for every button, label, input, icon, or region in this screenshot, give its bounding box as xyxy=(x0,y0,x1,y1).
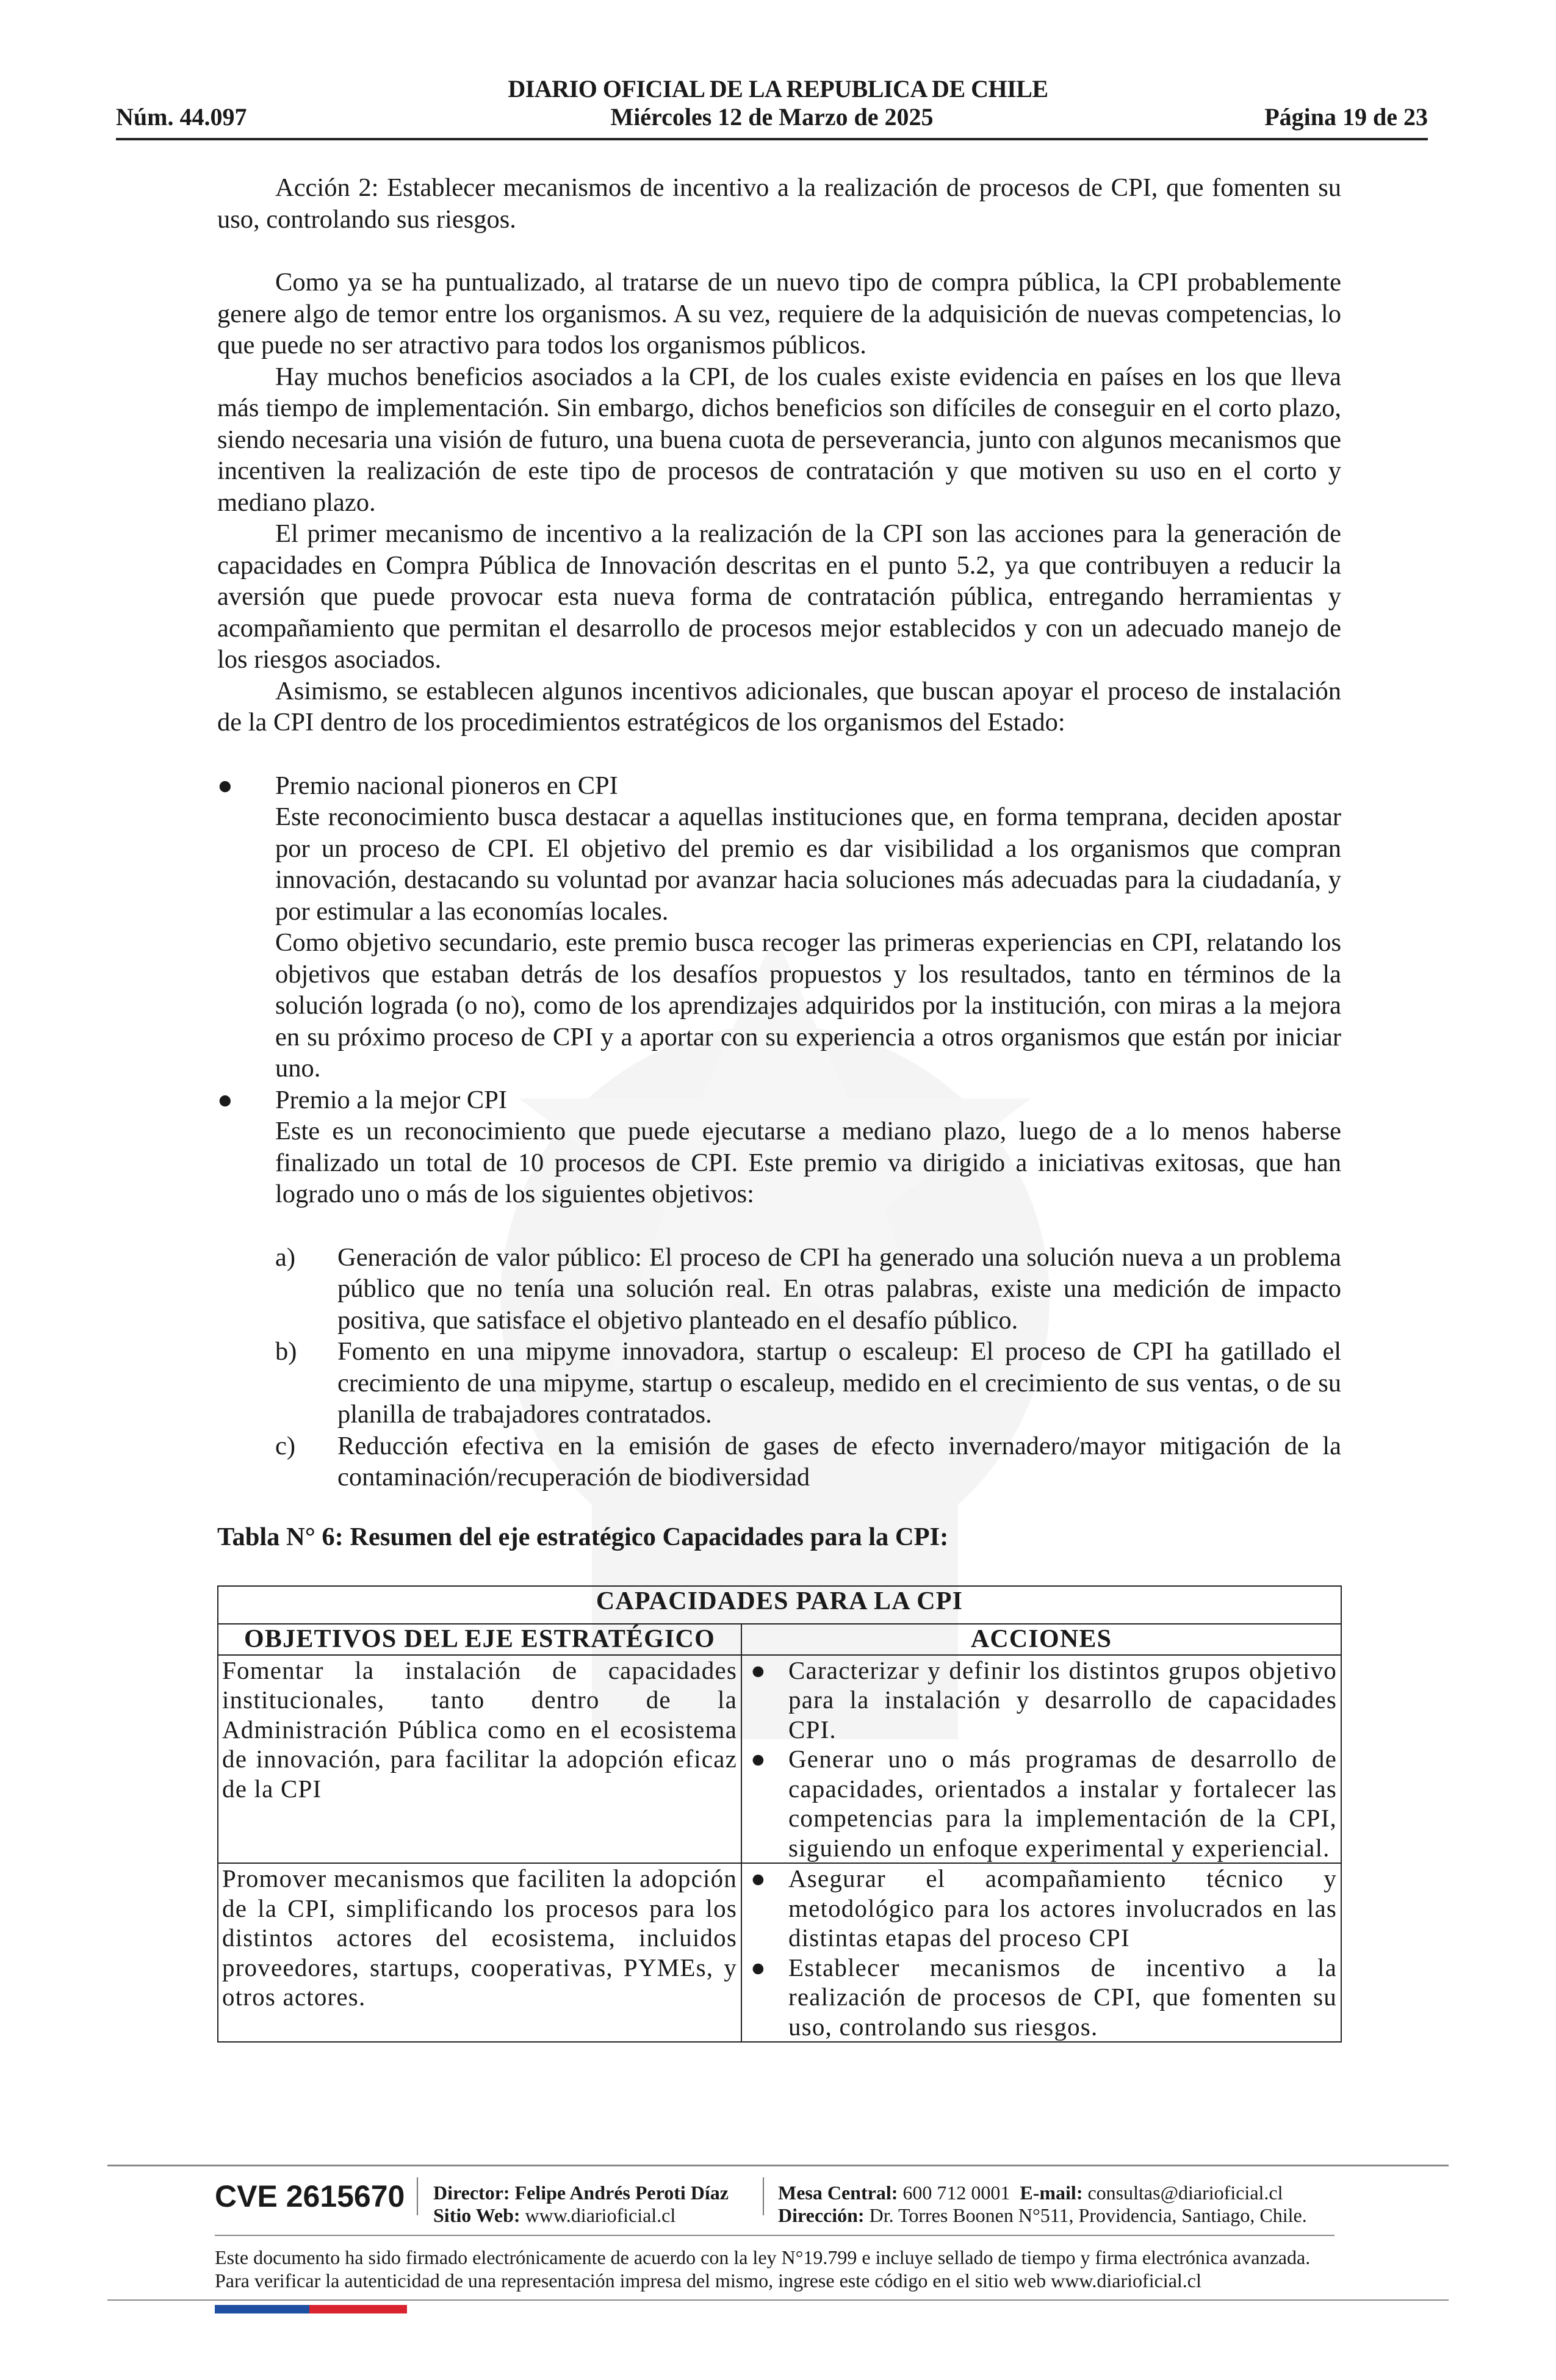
incentive-text: Como objetivo secundario, este premio busca recoger las primeras experiencias en CPI, relatando los objetivos que estaban detrás de los desafíos propuestos y los resultados, tanto en términos de la solución lograda (o no), como de los aprendizajes adquiridos por la institución, con miras a la mejora en su próximo proceso de CPI y a aportar con su experiencia a otros organismos que están por iniciar uno. xyxy=(275,928,1341,1083)
bullet-marker: ● xyxy=(751,1953,766,1982)
action-text: Asegurar el acompañamiento técnico y metodológico para los actores involucrados en las distintas etapas del proceso CPI xyxy=(788,1864,1337,1952)
address-label: Dirección: xyxy=(778,2204,865,2226)
objective-item xyxy=(217,1242,1341,1336)
objective-cell: Fomentar la instalación de capacidades institucionales, tanto dentro de la Administración Pública como en el ecosistema de innovación, para facilitar la adopción eficaz de la CPI xyxy=(218,1655,741,1864)
phone-number: 600 712 0001 xyxy=(902,2182,1010,2204)
body-paragraph: El primer mecanismo de incentivo a la realización de la CPI son las acciones para la generación de capacidades en Compra Pública de Innovación descritas en el punto 5.2, ya que contribuyen a reducir la aversión que puede provocar esta nueva forma de contratación pública, entregando herramientas y acompañamiento que permitan el desarrollo de procesos mejor establecidos y con un adecuado manejo de los riesgos asociados. xyxy=(217,519,1341,674)
objective-marker: c) xyxy=(275,1431,296,1460)
footer-divider xyxy=(107,2299,1449,2301)
bullet-marker: ● xyxy=(751,1656,766,1684)
legal-notice: Este documento ha sido firmado electrónicamente de acuerdo con la ley N°19.799 e incluye sellado de tiempo y firma electrónica avanzada. Para verificar la autenticidad de una representación impresa del mismo, ingrese este código en el sitio web www.diarioficial.cl xyxy=(215,2246,1311,2292)
footer-separator xyxy=(763,2177,764,2215)
incentive-title: Premio a la mejor CPI xyxy=(275,1085,508,1114)
body-paragraph: Hay muchos beneficios asociados a la CPI, de los cuales existe evidencia en países en los que lleva más tiempo de implementación. Sin embargo, dichos beneficios son difíciles de conseguir en el corto plazo, siendo necesaria una visión de futuro, una buena cuota de perseverancia, junto con algunos mecanismos que incentiven la realización de este tipo de procesos de contratación y que motiven su uso en el corto y mediano plazo. xyxy=(217,362,1341,517)
document-body xyxy=(217,172,1341,1552)
email-link[interactable]: consultas@diarioficial.cl xyxy=(1087,2182,1283,2204)
action-text: Generar uno o más programas de desarrollo de capacidades, orientados a instalar y fortalecer las competencias para la implementación de la CPI, siguiendo un enfoque experimental y experiencial. xyxy=(788,1745,1337,1862)
action-item xyxy=(746,1656,1337,1745)
objective-text: Generación de valor público: El proceso de CPI ha generado una solución nueva a un problema público que no tenía una solución real. En otras palabras, existe una medición de impacto positiva, que satisface el objetivo planteado en el desafío público. xyxy=(337,1242,1341,1335)
body-paragraph: Como ya se ha puntualizado, al tratarse de un nuevo tipo de compra pública, la CPI probablemente genere algo de temor entre los organismos. A su vez, requiere de la adquisición de nuevas competencias, lo que puede no ser atractivo para todos los organismos públicos. xyxy=(217,268,1341,359)
website-link[interactable]: www.diarioficial.cl xyxy=(525,2204,676,2226)
column-header-objectives: OBJETIVOS DEL EJE ESTRATÉGICO xyxy=(218,1624,741,1655)
footer-divider xyxy=(215,2235,1334,2236)
header-row xyxy=(116,103,1428,134)
footer-director-block xyxy=(433,2182,729,2227)
objective-marker: b) xyxy=(275,1337,297,1366)
action-text: Caracterizar y definir los distintos grupos objetivo para la instalación y desarrollo de capacidades CPI. xyxy=(788,1656,1337,1744)
action-text: Establecer mecanismos de incentivo a la realización de procesos de CPI, que fomenten su uso, controlando sus riesgos. xyxy=(788,1953,1337,2041)
footer-divider xyxy=(107,2165,1449,2166)
action-item xyxy=(746,1864,1337,1953)
bullet-marker: ● xyxy=(217,1085,233,1114)
body-paragraph: Asimismo, se establecen algunos incentivos adicionales, que buscan apoyar el proceso de instalación de la CPI dentro de los procedimientos estratégicos de los organismos del Estado: xyxy=(217,676,1341,737)
capacities-table xyxy=(217,1585,1342,2043)
column-header-actions: ACCIONES xyxy=(741,1624,1341,1655)
objective-text: Reducción efectiva en la emisión de gases de efecto invernadero/mayor mitigación de la contaminación/recuperación de biodiversidad xyxy=(337,1431,1341,1491)
phone-label: Mesa Central: xyxy=(778,2182,898,2204)
footer-separator xyxy=(417,2177,418,2215)
bullet-marker: ● xyxy=(217,771,233,800)
action-item xyxy=(746,1953,1337,2042)
actions-cell xyxy=(741,1863,1341,2042)
table-title: CAPACIDADES PARA LA CPI xyxy=(218,1586,1341,1624)
table-row xyxy=(218,1863,1341,2042)
email-label: E-mail: xyxy=(1020,2182,1083,2204)
action-intro: Acción 2: Establecer mecanismos de incentivo a la realización de procesos de CPI, que fomenten su uso, controlando sus riesgos. xyxy=(217,173,1341,234)
header-divider xyxy=(116,138,1428,140)
actions-cell xyxy=(741,1655,1341,1864)
action-item xyxy=(746,1744,1337,1863)
director-name: Felipe Andrés Peroti Díaz xyxy=(514,2182,729,2204)
flag-stripe-blue xyxy=(215,2305,309,2313)
objective-item xyxy=(217,1336,1341,1430)
table-row xyxy=(218,1655,1341,1864)
table-caption: Tabla N° 6: Resumen del eje estratégico Capacidades para la CPI: xyxy=(217,1522,949,1551)
incentive-text: Este es un reconocimiento que puede ejecutarse a mediano plazo, luego de a lo menos haberse finalizado un total de 10 procesos de CPI. Este premio va dirigido a iniciativas exitosas, que han logrado uno o más de los siguientes objetivos: xyxy=(275,1117,1341,1208)
bullet-marker: ● xyxy=(751,1745,766,1773)
incentive-title: Premio nacional pioneros en CPI xyxy=(275,771,618,800)
footer-contact-block xyxy=(778,2182,1307,2227)
director-label: Director: xyxy=(433,2182,510,2204)
address-text: Dr. Torres Boonen N°511, Providencia, Santiago, Chile. xyxy=(869,2204,1307,2226)
page-number: Página 19 de 23 xyxy=(1264,103,1428,131)
incentive-text: Este reconocimiento busca destacar a aquellas instituciones que, en forma temprana, deciden apostar por un proceso de CPI. El objetivo del premio es dar visibilidad a los organismos que compran innovación, destacando su voluntad por avanzar hacia soluciones más adecuadas para la ciudadanía, y por estimular a las economías locales. xyxy=(275,802,1341,926)
objective-marker: a) xyxy=(275,1242,296,1272)
bullet-marker: ● xyxy=(751,1864,766,1892)
flag-stripe-red xyxy=(309,2305,407,2313)
objective-item xyxy=(217,1430,1341,1493)
issue-date: Miércoles 12 de Marzo de 2025 xyxy=(610,103,934,131)
publication-title: DIARIO OFICIAL DE LA REPUBLICA DE CHILE xyxy=(508,75,1048,103)
issue-number: Núm. 44.097 xyxy=(116,103,247,131)
objective-cell: Promover mecanismos que faciliten la adopción de la CPI, simplificando los procesos para los distintos actores del ecosistema, incluidos proveedores, startups, cooperativas, PYMEs, y otros actores. xyxy=(218,1863,741,2042)
objective-text: Fomento en una mipyme innovadora, startup o escaleup: El proceso de CPI ha gatillado el crecimiento de una mipyme, startup o escaleup, medido en el crecimiento de sus ventas, o de su planilla de trabajadores contratados. xyxy=(337,1337,1341,1429)
web-label: Sitio Web: xyxy=(433,2204,520,2226)
incentive-item xyxy=(217,770,1341,1084)
cve-code: CVE 2615670 xyxy=(215,2179,405,2213)
incentive-item xyxy=(217,1084,1341,1210)
